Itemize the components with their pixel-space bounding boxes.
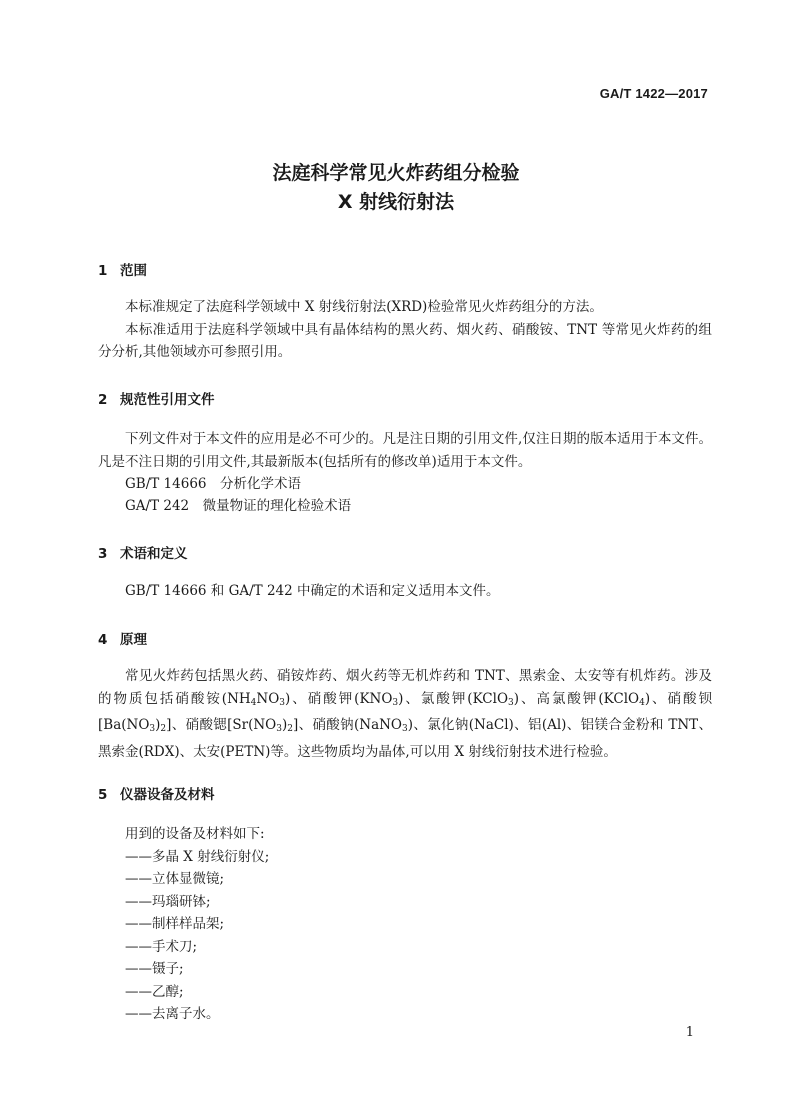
section-heading-normative-references [98, 388, 215, 408]
reference-item: GA/T 242 微量物证的理化检验术语 [125, 498, 352, 514]
paragraph: GB/T 14666 和 GA/T 242 中确定的术语和定义适用本文件。 [125, 583, 500, 599]
paragraph: 本标准规定了法庭科学领域中 X 射线衍射法(XRD)检验常见火炸药组分的方法。 [125, 299, 603, 315]
list-item: ——玛瑙研钵; [125, 893, 211, 910]
list-item: ——去离子水。 [125, 1006, 220, 1022]
section-heading-scope [98, 259, 147, 279]
section-number: 1 [98, 263, 108, 279]
document-title-line2: X 射线衍射法 [337, 191, 455, 213]
document-title-line1: 法庭科学常见火炸药组分检验 [272, 162, 520, 184]
paragraph: 本标准适用于法庭科学领域中具有晶体结构的黑火药、烟火药、硝酸铵、TNT 等常见火炸药的组分分析,其他领域亦可参照引用。 [98, 321, 712, 360]
section-title: 术语和定义 [120, 546, 188, 562]
section-references-body [98, 428, 712, 473]
section-number: 5 [98, 787, 108, 803]
reference-item: GB/T 14666 分析化学术语 [125, 476, 301, 492]
section-heading-principle [98, 628, 147, 648]
section-title: 仪器设备及材料 [120, 787, 215, 803]
section-heading-apparatus [98, 783, 215, 803]
section-title: 原理 [120, 632, 147, 648]
list-intro: 用到的设备及材料如下: [125, 826, 265, 842]
list-item: ——手术刀; [125, 938, 198, 955]
list-item: ——多晶 X 射线衍射仪; [125, 848, 270, 865]
list-item: ——制样样品架; [125, 916, 225, 932]
section-title: 范围 [120, 263, 147, 279]
page-number: 1 [685, 1025, 694, 1040]
list-item: ——镊子; [125, 961, 184, 977]
standard-code: GA/T 1422—2017 [599, 86, 708, 101]
section-title: 规范性引用文件 [120, 392, 215, 408]
paragraph: 常见火炸药包括黑火药、硝铵炸药、烟火药等无机炸药和 TNT、黑索金、太安等有机炸药。涉及的物质包括硝酸铵$(NH_4NO_3)$、硝酸钾$(KNO_3)$、氯酸钾(KClO$_3$)、高氯酸钾(KClO$_4$)、硝酸钡$[Ba(NO_3)_2]$、硝酸锶$[Sr(NO_3)_2]$、硝酸钠(NaNO$_3$)、氯化钠(NaCl)、铝(Al)、铝镁合金粉和 TNT、黑索金(RDX)、太安(PETN)等。这些物质均为晶体,可以用 X 射线衍射技术进行检验。 [98, 668, 712, 760]
list-item: ——乙醇; [125, 983, 184, 1000]
section-scope-body [98, 296, 712, 364]
section-number: 2 [98, 392, 108, 408]
section-number: 4 [98, 632, 108, 648]
list-item: ——立体显微镜; [125, 871, 225, 887]
section-number: 3 [98, 546, 108, 562]
paragraph: 下列文件对于本文件的应用是必不可少的。凡是注日期的引用文件,仅注日期的版本适用于本文件。凡是不注日期的引用文件,其最新版本(包括所有的修改单)适用于本文件。 [98, 431, 712, 470]
section-heading-terms [98, 542, 188, 562]
section-principle-body [98, 665, 712, 763]
apparatus-list [125, 823, 269, 1026]
